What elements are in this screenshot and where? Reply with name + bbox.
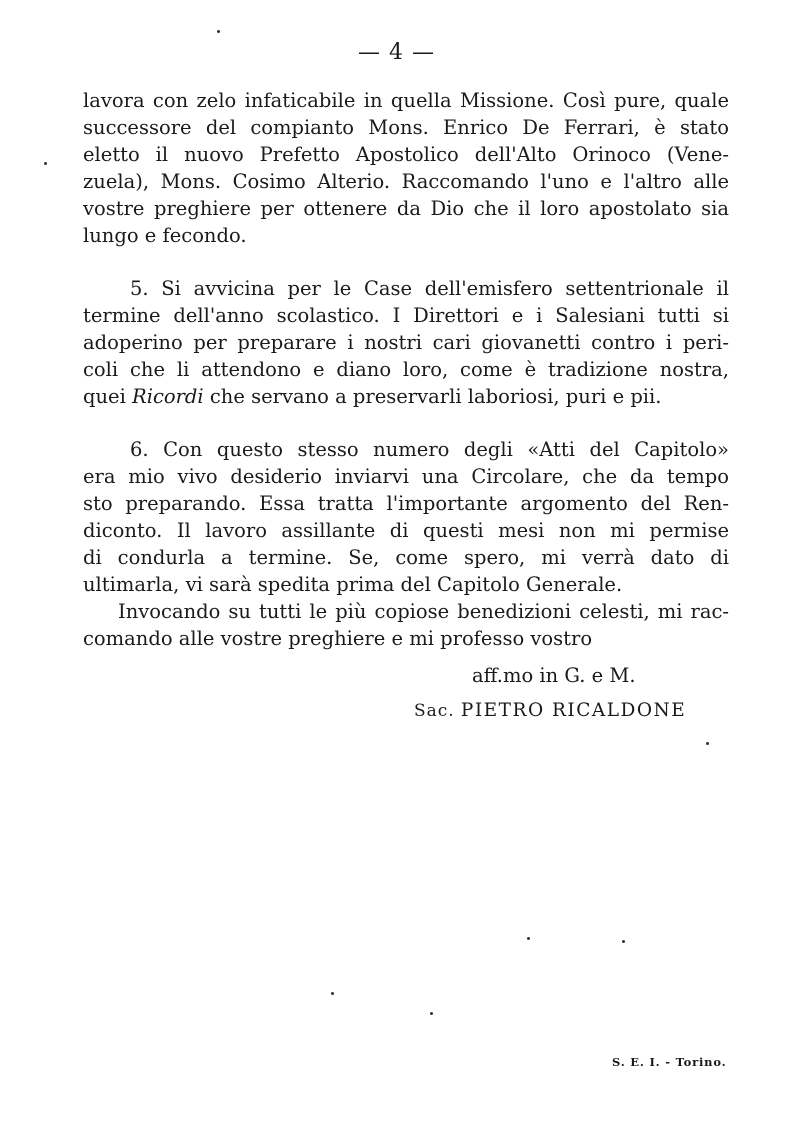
scan-speck: [217, 30, 220, 33]
scan-speck: [622, 940, 625, 943]
printer-mark: S. E. I. - Torino.: [612, 1055, 727, 1069]
text-line: lungo e fecondo.: [83, 224, 247, 247]
signature: [414, 696, 686, 725]
text-line: ultimarla, vi sarà spedita prima del Capitolo Generale.: [83, 573, 623, 596]
text-line: eletto il nuovo Prefetto Apostolico dell'Alto Orinoco (Vene-: [83, 143, 729, 166]
text-line: di condurla a termine. Se, come spero, mi verrà dato di: [83, 546, 729, 569]
scan-speck: [44, 162, 47, 165]
closing-salutation: aff.mo in G. e M.: [472, 664, 636, 687]
text-line-with-italic: quei Ricordi che servano a preservarli laboriosi, puri e pii.: [83, 385, 662, 408]
text-line: successore del compianto Mons. Enrico De Ferrari, è stato: [83, 116, 729, 139]
text-line: lavora con zelo infaticabile in quella Missione. Così pure, quale: [83, 89, 729, 112]
signature-prefix: Sac.: [414, 701, 455, 721]
text-line: Invocando su tutti le più copiose benedizioni celesti, mi rac-: [118, 600, 729, 623]
text-line: 6. Con questo stesso numero degli «Atti del Capitolo»: [130, 438, 729, 461]
text-line: termine dell'anno scolastico. I Direttori e i Salesiani tutti si: [83, 304, 729, 327]
scan-speck: [430, 1012, 433, 1015]
text-line: zuela), Mons. Cosimo Alterio. Raccomando l'uno e l'altro alle: [83, 170, 729, 193]
scan-speck: [527, 937, 530, 940]
text-line: comando alle vostre preghiere e mi professo vostro: [83, 627, 593, 650]
text-line: vostre preghiere per ottenere da Dio che il loro apostolato sia: [83, 197, 729, 220]
text-line: 5. Si avvicina per le Case dell'emisfero settentrionale il: [130, 277, 729, 300]
text-line: coli che li attendono e diano loro, come è tradizione nostra,: [83, 358, 729, 381]
text-line: adoperino per preparare i nostri cari giovanetti contro i peri-: [83, 331, 729, 354]
page-number: — 4 —: [358, 40, 435, 65]
italic-word: Ricordi: [132, 385, 204, 408]
text-line: diconto. Il lavoro assillante di questi mesi non mi permise: [83, 519, 729, 542]
scan-speck: [706, 742, 709, 745]
signature-name: PIETRO RICALDONE: [460, 700, 687, 721]
text-line: era mio vivo desiderio inviarvi una Circolare, che da tempo: [83, 465, 729, 488]
text-line: sto preparando. Essa tratta l'importante argomento del Ren-: [83, 492, 729, 515]
scan-speck: [331, 992, 334, 995]
